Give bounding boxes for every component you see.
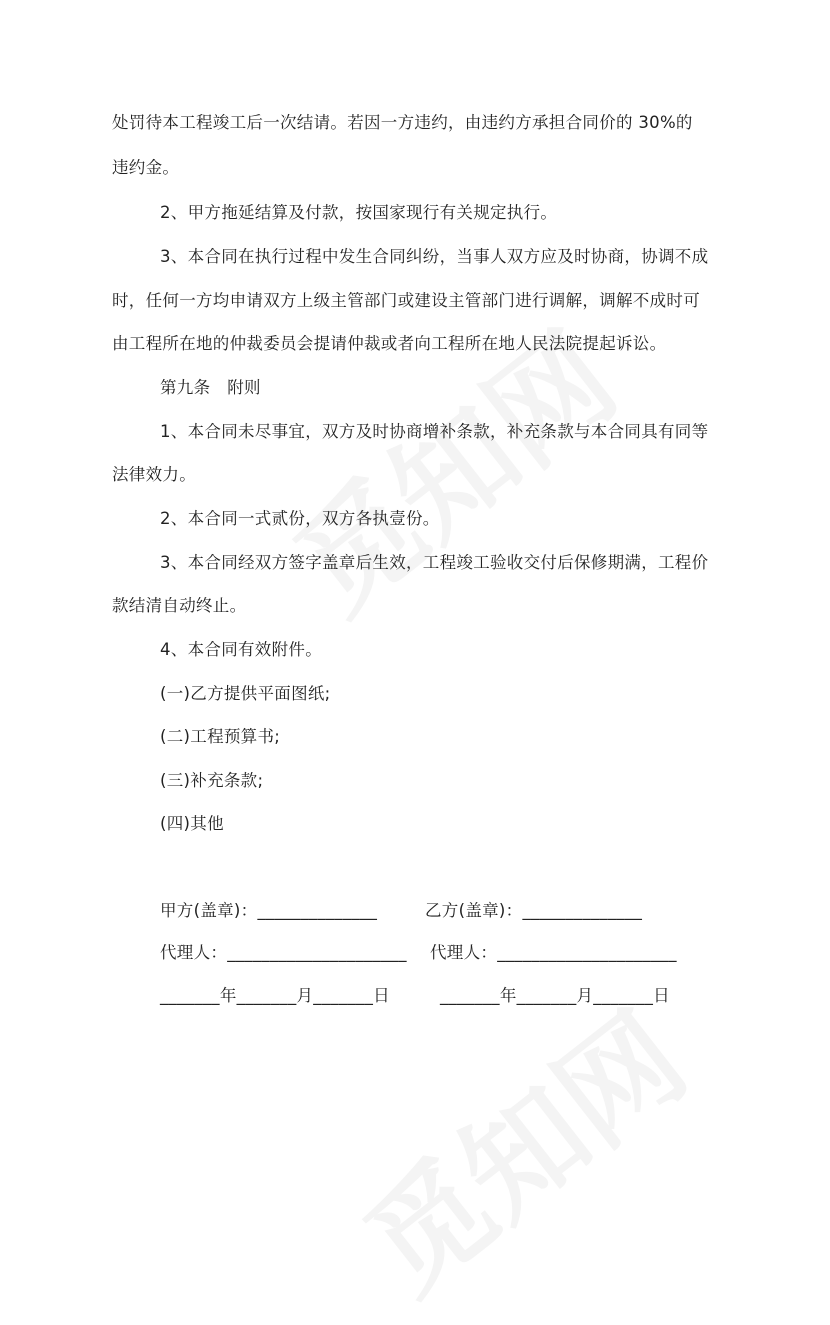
attachment-item: (三)补充条款; <box>160 771 264 790</box>
paragraph-line: 由工程所在地的仲裁委员会提请仲裁或者向工程所在地人民法院提起诉讼。 <box>112 334 667 353</box>
agent-b-field: 代理人：_____________________ <box>430 943 677 962</box>
date-a-field: _______年_______月_______日 <box>160 986 390 1005</box>
party-b-seal-field: 乙方(盖章)：______________ <box>425 901 643 920</box>
paragraph-line: 法律效力。 <box>112 465 196 484</box>
paragraph-line: 2、甲方拖延结算及付款，按国家现行有关规定执行。 <box>160 203 558 222</box>
paragraph-line: 4、本合同有效附件。 <box>160 640 322 659</box>
article-heading: 第九条 附则 <box>160 378 261 397</box>
watermark-text-lower <box>325 967 715 1324</box>
paragraph-line: 1、本合同未尽事宜，双方及时协商增补条款，补充条款与本合同具有同等 <box>160 422 709 441</box>
agent-a-field: 代理人：_____________________ <box>160 943 407 962</box>
paragraph-line: 违约金。 <box>112 158 180 177</box>
paragraph-line: 处罚待本工程竣工后一次结请。若因一方违约，由违约方承担合同价的 30%的 <box>112 113 693 132</box>
date-b-field: _______年_______月_______日 <box>440 986 670 1005</box>
paragraph-line: 时，任何一方均申请双方上级主管部门或建设主管部门进行调解，调解不成时可 <box>112 291 700 310</box>
attachment-item: (四)其他 <box>160 814 224 833</box>
paragraph-line: 2、本合同一式贰份，双方各执壹份。 <box>160 509 440 528</box>
attachment-item: (一)乙方提供平面图纸; <box>160 684 331 703</box>
paragraph-line: 3、本合同经双方签字盖章后生效，工程竣工验收交付后保修期满，工程价 <box>160 553 709 572</box>
paragraph-line: 款结清自动终止。 <box>112 596 247 615</box>
attachment-item: (二)工程预算书; <box>160 727 281 746</box>
party-a-seal-field: 甲方(盖章)：______________ <box>160 901 378 920</box>
paragraph-line: 3、本合同在执行过程中发生合同纠纷，当事人双方应及时协商，协调不成 <box>160 247 709 266</box>
